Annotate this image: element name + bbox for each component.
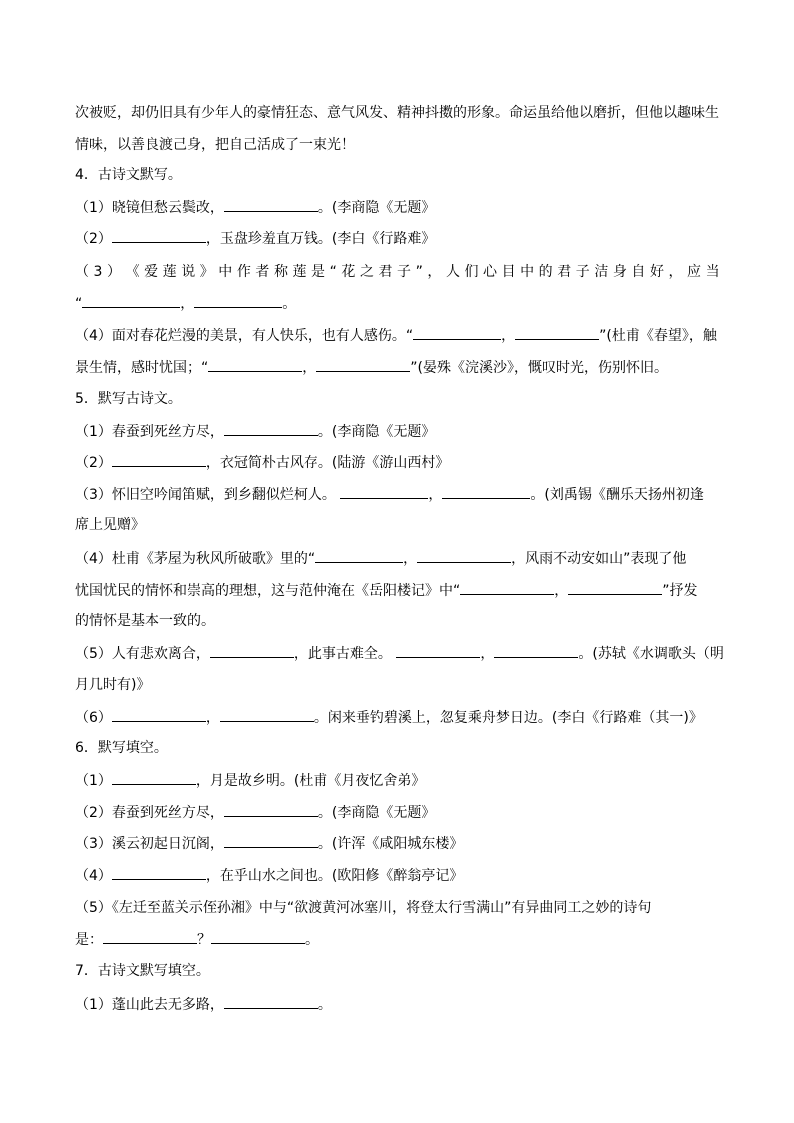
answer-blank[interactable] (224, 994, 318, 1009)
q6-item-2: （2）春蚕到死丝方尽， 。(李商隐《无题》 (75, 802, 720, 823)
question-7-title: 7．古诗文默写填空。 (75, 963, 210, 979)
q5-item-4-line-1: （4）杜甫《茅屋为秋风所破歌》里的“ ， ，风雨不动安如山”表现了他 (75, 548, 720, 569)
question-5-title: 5．默写古诗文。 (75, 391, 182, 407)
q5-item-2: （2） ，衣冠简朴古风存。(陆游《游山西村》 (75, 452, 720, 473)
q6-item-1: （1） ，月是故乡明。(杜甫《月夜忆舍弟》 (75, 770, 720, 791)
answer-blank[interactable] (224, 197, 318, 212)
q6-item-3: （3）溪云初起日沉阁， 。(许浑《咸阳城东楼》 (75, 833, 720, 854)
answer-blank[interactable] (442, 484, 530, 499)
answer-blank[interactable] (210, 643, 294, 658)
answer-blank[interactable] (515, 325, 599, 340)
answer-blank[interactable] (396, 643, 480, 658)
answer-blank[interactable] (220, 707, 314, 722)
q4-item-4-line-2: 景生情，感时忧国；“ ， ”(晏殊《浣溪沙》，慨叹时光，伤别怀旧。 (75, 357, 720, 378)
intro-line-2: 情味，以善良渡己身，把自己活成了一束光！ (75, 137, 355, 153)
question-4-title: 4．古诗文默写。 (75, 167, 182, 183)
answer-blank[interactable] (112, 452, 206, 467)
q5-item-6: （6） ， 。闲来垂钓碧溪上，忽复乘舟梦日边。(李白《行路难（其一)》 (75, 707, 720, 728)
q6-item-5-line-2: 是： ？ 。 (75, 929, 720, 950)
q6-item-4: （4） ，在乎山水之间也。(欧阳修《醉翁亭记》 (75, 865, 720, 886)
answer-blank[interactable] (316, 357, 410, 372)
answer-blank[interactable] (340, 484, 428, 499)
answer-blank[interactable] (417, 548, 511, 563)
intro-line-1: 次被贬，却仍旧具有少年人的豪情狂态、意气风发、精神抖擞的形象。命运虽给他以磨折，但他以趣味生 (75, 105, 719, 121)
answer-blank[interactable] (224, 833, 318, 848)
q4-item-1: （1）晓镜但愁云鬓改， 。(李商隐《无题》 (75, 197, 720, 218)
q5-item-5-line-1: （5）人有悲欢离合， ，此事古难全。 ， 。(苏轼《水调歌头（明 (75, 643, 720, 664)
q4-item-3-line-1: （ 3 ） 《 爱 莲 说 》 中 作 者 称 莲 是 “ 花 之 君 子 ” ， 人 们 心 目 中 的 君 子 洁 身 自 好 ， 应 当 (75, 264, 720, 280)
answer-blank[interactable] (112, 228, 206, 243)
q4-item-3-line-2: “ ， 。 (75, 293, 720, 314)
q5-item-3-line-2: 席上见赠》 (75, 517, 145, 533)
answer-blank[interactable] (194, 293, 282, 308)
answer-blank[interactable] (413, 325, 501, 340)
answer-blank[interactable] (208, 357, 302, 372)
q5-item-1: （1）春蚕到死丝方尽， 。(李商隐《无题》 (75, 421, 720, 442)
answer-blank[interactable] (568, 580, 662, 595)
answer-blank[interactable] (460, 580, 554, 595)
q5-item-3-line-1: （3）怀旧空吟闻笛赋，到乡翻似烂柯人。 ， 。(刘禹锡《酬乐天扬州初逢 (75, 484, 720, 505)
answer-blank[interactable] (494, 643, 578, 658)
answer-blank[interactable] (315, 548, 403, 563)
q6-item-5-line-1: （5）《左迁至蓝关示侄孙湘》中与“欲渡黄河冰塞川，将登太行雪满山”有异曲同工之妙的诗句 (75, 900, 652, 916)
q5-item-4-line-3: 的情怀是基本一致的。 (75, 613, 215, 629)
answer-blank[interactable] (82, 293, 180, 308)
q4-item-2: （2） ，玉盘珍羞直万钱。(李白《行路难》 (75, 228, 720, 249)
answer-blank[interactable] (224, 802, 318, 817)
answer-blank[interactable] (112, 707, 206, 722)
q5-item-5-line-2: 月几时有)》 (75, 677, 151, 693)
answer-blank[interactable] (112, 770, 196, 785)
q4-item-4-line-1: （4）面对春花烂漫的美景，有人快乐，也有人感伤。“ ， ”(杜甫《春望》，触 (75, 325, 720, 346)
q5-item-4-line-2: 忧国忧民的情怀和崇高的理想，这与范仲淹在《岳阳楼记》中“ ， ”抒发 (75, 580, 720, 601)
answer-blank[interactable] (112, 865, 206, 880)
q7-item-1: （1）蓬山此去无多路， 。 (75, 994, 720, 1015)
answer-blank[interactable] (224, 421, 318, 436)
answer-blank[interactable] (211, 929, 305, 944)
question-6-title: 6．默写填空。 (75, 740, 168, 756)
answer-blank[interactable] (103, 929, 197, 944)
